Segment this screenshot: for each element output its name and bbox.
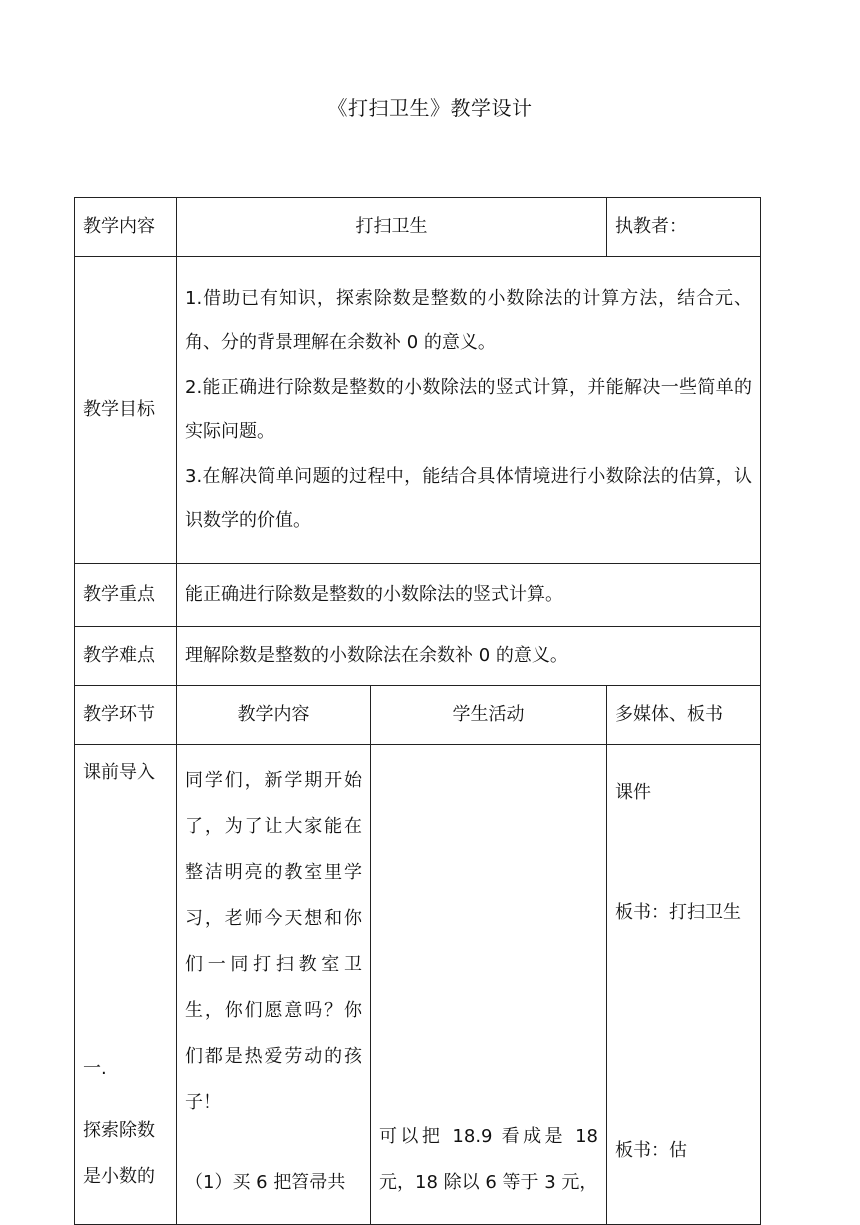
teacher-field: 执教者： — [607, 198, 761, 257]
row-label-content: 教学内容 — [75, 198, 177, 257]
stage-explore-line1: 探索除数 — [83, 1120, 155, 1141]
goal-item-2: 2.能正确进行除数是整数的小数除法的竖式计算，并能解决一些简单的实际问题。 — [185, 376, 752, 442]
table-row — [75, 198, 761, 257]
stage-intro: 课前导入 — [83, 762, 155, 783]
activity-cell — [371, 745, 607, 1225]
row-label-goals: 教学目标 — [75, 257, 177, 564]
page-title: 《打扫卫生》教学设计 — [327, 96, 533, 120]
media-board-1: 板书：打扫卫生 — [615, 902, 741, 923]
content-cell — [177, 745, 371, 1225]
media-cell — [607, 745, 761, 1225]
row-label-key-point: 教学重点 — [75, 564, 177, 627]
key-point-text: 能正确进行除数是整数的小数除法的竖式计算。 — [177, 564, 761, 627]
table-row — [75, 686, 761, 745]
goal-item-1: 1.借助已有知识，探索除数是整数的小数除法的计算方法，结合元、角、分的背景理解在余数补 0 的意义。 — [185, 287, 752, 353]
lesson-topic: 打扫卫生 — [177, 198, 607, 257]
header-activity: 学生活动 — [371, 686, 607, 745]
header-stage: 教学环节 — [75, 686, 177, 745]
header-media: 多媒体、板书 — [607, 686, 761, 745]
activity-text: 可以把 18.9 看成是 18 元，18 除以 6 等于 3 元， — [379, 1126, 598, 1193]
lesson-plan-table — [74, 197, 761, 1225]
table-row — [75, 745, 761, 1225]
goals-cell — [177, 257, 761, 564]
question-1: （1）买 6 把笤帚共 — [185, 1172, 346, 1193]
stage-cell — [75, 745, 177, 1225]
table-row — [75, 627, 761, 686]
header-content: 教学内容 — [177, 686, 371, 745]
goal-item-3: 3.在解决简单问题的过程中，能结合具体情境进行小数除法的估算，认识数学的价值。 — [185, 465, 752, 531]
table-row — [75, 257, 761, 564]
media-board-2: 板书：估 — [615, 1140, 687, 1161]
row-label-difficulty: 教学难点 — [75, 627, 177, 686]
intro-text: 同学们，新学期开始了，为了让大家能在整洁明亮的教室里学习，老师今天想和你们一同打扫教室卫生，你们愿意吗？你们都是热爱劳动的孩子！ — [185, 770, 362, 1113]
difficulty-text: 理解除数是整数的小数除法在余数补 0 的意义。 — [177, 627, 761, 686]
stage-number: 一. — [83, 1058, 107, 1079]
table-row — [75, 564, 761, 627]
stage-explore-line2: 是小数的 — [83, 1166, 155, 1187]
media-courseware: 课件 — [615, 782, 651, 803]
